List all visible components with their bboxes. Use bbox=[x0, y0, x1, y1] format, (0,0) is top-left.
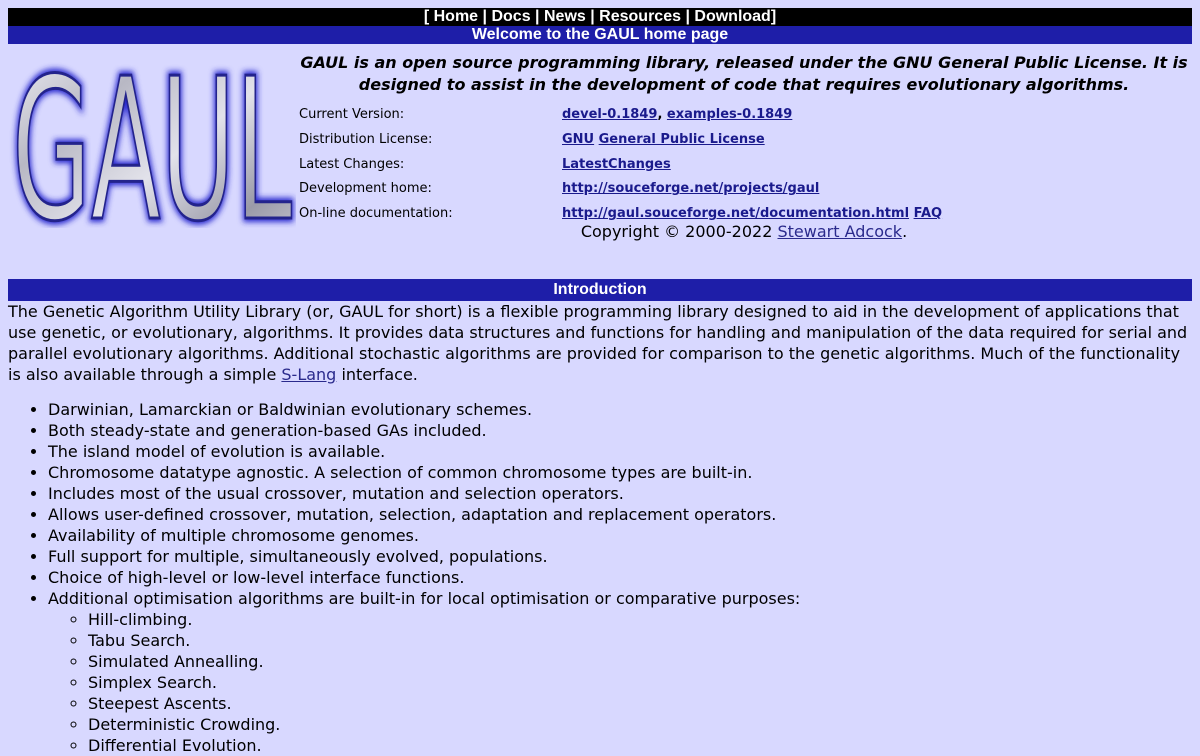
feature-item: • Full support for multiple, simultaneously evolved, populations. bbox=[48, 546, 1192, 567]
feature-item: • Chromosome datatype agnostic. A selection of common chromosome types are built-in. bbox=[48, 462, 1192, 483]
nav-resources-link[interactable]: Resources bbox=[599, 8, 681, 25]
header-section bbox=[8, 44, 1192, 271]
sub-feature-item: ◦ Differential Evolution. bbox=[88, 735, 1192, 756]
feature-item-optimisation bbox=[48, 588, 1192, 756]
latest-changes-value bbox=[562, 153, 671, 178]
nav-separator: | bbox=[685, 8, 690, 25]
sub-feature-item: ◦ Steepest Ascents. bbox=[88, 693, 1192, 714]
nav-separator: | bbox=[590, 8, 595, 25]
docs-label: On-line documentation: bbox=[299, 206, 453, 222]
latest-changes-link[interactable]: LatestChanges bbox=[562, 156, 671, 172]
license-label: Distribution License: bbox=[299, 131, 433, 147]
svg-text:GAUL: GAUL bbox=[12, 48, 292, 228]
gaul-logo bbox=[8, 48, 296, 228]
intro-text: The Genetic Algorithm Utility Library (or, GAUL for short) is a flexible programming library designed to aid in the development of applications that use genetic, or evolutionary, algorithms. It provides data structures and functions for handling and manipulation of the data required for serial and parallel evolutionary algorithms. Additional stochastic algorithms are provided for comparison to the genetic algorithms. Much of the functionality is also available through a simple bbox=[8, 302, 1188, 384]
nav-open-bracket: [ bbox=[423, 8, 430, 25]
copyright-text: Copyright © 2000-2022 bbox=[580, 222, 773, 241]
author-link[interactable]: Stewart Adcock bbox=[777, 222, 903, 241]
current-version-value bbox=[562, 103, 792, 128]
examples-download-link[interactable]: examples-0.1849 bbox=[666, 107, 793, 122]
slang-link[interactable]: S-Lang bbox=[281, 365, 337, 384]
optimisation-sublist bbox=[48, 609, 1192, 756]
welcome-banner: Welcome to the GAUL home page bbox=[8, 26, 1192, 44]
introduction-heading: Introduction bbox=[8, 279, 1192, 301]
nav-separator: | bbox=[535, 8, 540, 25]
latest-changes-label: Latest Changes: bbox=[299, 156, 405, 172]
copyright-end: . bbox=[902, 222, 908, 241]
gnu-link[interactable]: GNU bbox=[562, 131, 595, 147]
page bbox=[8, 0, 1192, 756]
sub-feature-item: ◦ Deterministic Crowding. bbox=[88, 714, 1192, 735]
feature-item: • Choice of high-level or low-level interface functions. bbox=[48, 567, 1192, 588]
dev-home-label: Development home: bbox=[299, 181, 432, 197]
sub-feature-item: ◦ Hill-climbing. bbox=[88, 609, 1192, 630]
feature-item: • The island model of evolution is available. bbox=[48, 441, 1192, 462]
top-navbar bbox=[8, 8, 1192, 26]
nav-home-link[interactable]: Home bbox=[433, 8, 479, 25]
faq-link[interactable]: FAQ bbox=[913, 206, 943, 222]
copyright-line bbox=[300, 221, 1188, 243]
documentation-link[interactable]: http://gaul.souceforge.net/documentation.html bbox=[562, 206, 910, 222]
version-separator: , bbox=[657, 107, 663, 122]
nav-separator: | bbox=[482, 8, 488, 25]
nav-download-link[interactable]: Download bbox=[694, 8, 771, 25]
logo-text: GAUL bbox=[12, 48, 292, 228]
dev-home-value bbox=[562, 177, 819, 202]
devel-download-link[interactable]: devel-0.1849 bbox=[562, 107, 658, 122]
feature-item-text: Additional optimisation algorithms are built-in for local optimisation or comparative purposes: bbox=[48, 589, 801, 608]
feature-item: • Includes most of the usual crossover, mutation and selection operators. bbox=[48, 483, 1192, 504]
feature-list bbox=[8, 399, 1192, 756]
feature-item: • Darwinian, Lamarckian or Baldwinian evolutionary schemes. bbox=[48, 399, 1192, 420]
sub-feature-item: ◦ Simplex Search. bbox=[88, 672, 1192, 693]
intro-text-end: interface. bbox=[341, 365, 418, 384]
gpl-link[interactable]: General Public License bbox=[598, 131, 765, 147]
nav-news-link[interactable]: News bbox=[543, 8, 586, 25]
tagline: GAUL is an open source programming library, released under the GNU General Public License. It is designed to assist in the development of code that requires evolutionary algorithms. bbox=[300, 53, 1188, 94]
feature-item: • Both steady-state and generation-based GAs included. bbox=[48, 420, 1192, 441]
feature-item: • Allows user-defined crossover, mutation, selection, adaptation and replacement operators. bbox=[48, 504, 1192, 525]
feature-item: • Availability of multiple chromosome genomes. bbox=[48, 525, 1192, 546]
nav-close-bracket: ] bbox=[770, 8, 777, 25]
nav-docs-link[interactable]: Docs bbox=[491, 8, 531, 25]
introduction-paragraph bbox=[8, 301, 1192, 385]
dev-home-link[interactable]: http://souceforge.net/projects/gaul bbox=[562, 181, 820, 197]
current-version-label: Current Version: bbox=[299, 107, 405, 122]
sub-feature-item: ◦ Simulated Annealling. bbox=[88, 651, 1192, 672]
sub-feature-item: ◦ Tabu Search. bbox=[88, 630, 1192, 651]
license-value bbox=[562, 128, 765, 153]
